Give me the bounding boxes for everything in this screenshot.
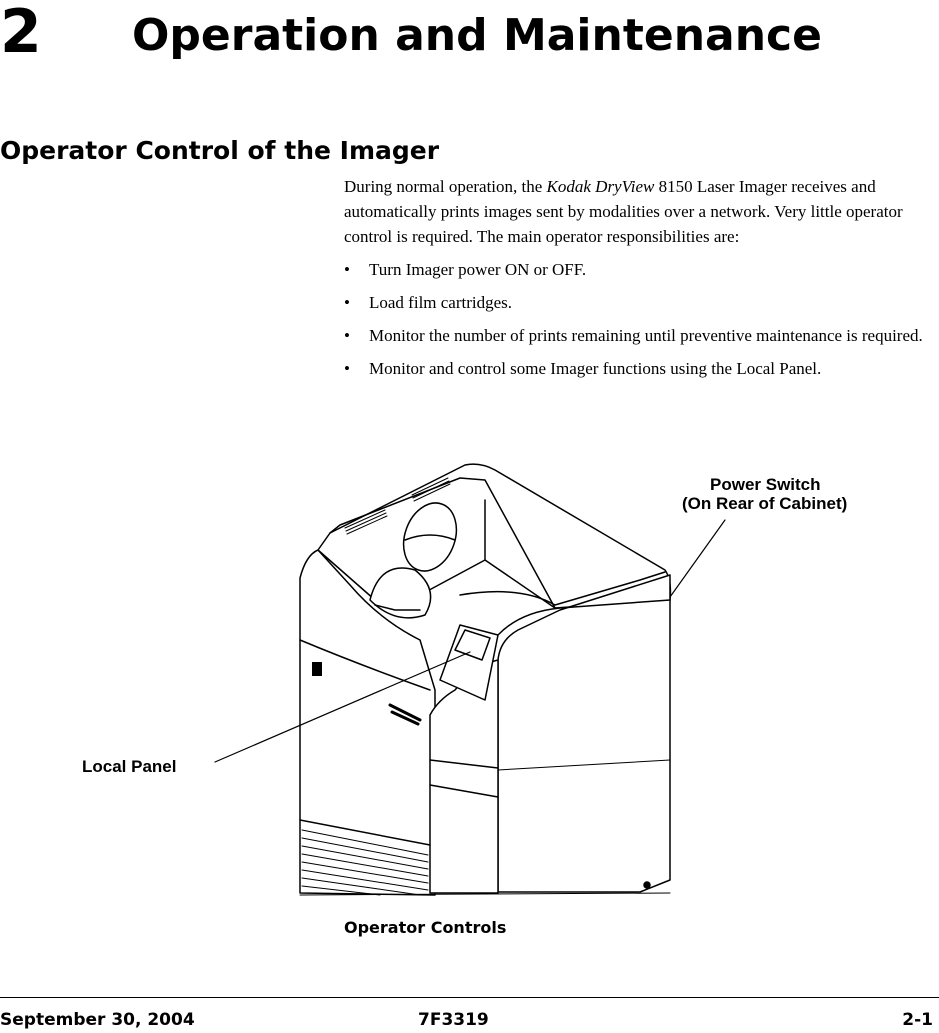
chapter-number: 2	[0, 0, 42, 67]
front-door	[430, 660, 498, 893]
power-switch-location-label: (On Rear of Cabinet)	[682, 494, 848, 513]
list-item: • Monitor and control some Imager functions using the Local Panel.	[344, 356, 938, 381]
intro-text-before: During normal operation, the	[344, 177, 547, 196]
list-item: • Load film cartridges.	[344, 290, 938, 315]
power-switch-leader	[670, 520, 725, 597]
chapter-title: Operation and Maintenance	[132, 10, 822, 61]
imager-illustration	[0, 455, 939, 900]
intro-text-after: 8150 Laser Imager receives and automatically prints images sent by modalities over a network. Very little operator control is required. The main operator responsibilities are:	[344, 177, 903, 246]
product-name: Kodak DryView	[546, 177, 655, 196]
cabinet-right-side	[498, 575, 670, 892]
brand-badge	[312, 662, 322, 676]
responsibility-list	[344, 257, 938, 381]
power-switch-label: Power Switch	[710, 475, 821, 494]
local-panel-label: Local Panel	[82, 757, 177, 776]
figure-caption: Operator Controls	[344, 918, 507, 937]
footer-doc-number: 7F3319	[418, 1010, 489, 1030]
footer-divider	[0, 997, 939, 998]
intro-paragraph	[344, 174, 938, 249]
section-body	[344, 174, 938, 381]
list-item: • Turn Imager power ON or OFF.	[344, 257, 938, 282]
footer-page-number: 2-1	[902, 1010, 933, 1030]
footer-date: September 30, 2004	[0, 1010, 195, 1030]
section-title: Operator Control of the Imager	[0, 136, 440, 165]
list-item: • Monitor the number of prints remaining until preventive maintenance is required.	[344, 323, 938, 348]
operator-controls-figure	[0, 455, 939, 900]
